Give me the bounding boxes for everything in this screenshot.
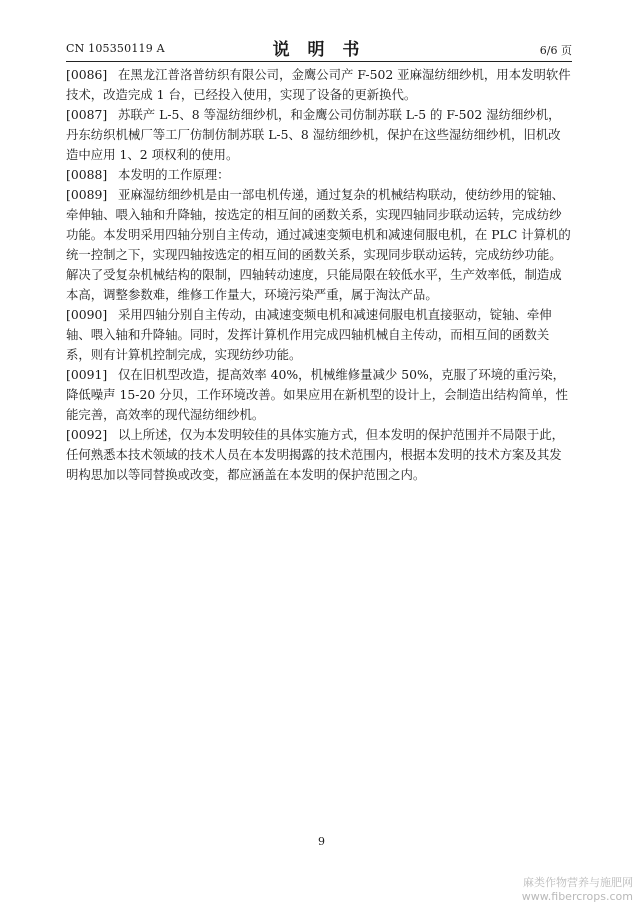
paragraph-number: [0089] [66,187,108,202]
paragraph-number: [0091] [66,367,108,382]
paragraph-0087 [66,105,572,165]
patent-number: CN 105350119 A [66,42,165,55]
paragraph-0086 [66,65,572,105]
paragraph-0090 [66,305,572,365]
paragraph-text: 采用四轴分别自主传动，由减速变频电机和减速伺服电机直接驱动，锭轴、牵伸轴、喂入轴和升降轴。同时，发挥计算机作用完成四轴机械自主传动，而相互间的函数关系，则有计算机控制完成，实现纺纱功能。 [66,307,552,362]
document-body [66,65,572,485]
paragraph-number: [0087] [66,107,108,122]
page-header [66,33,572,61]
paragraph-0091 [66,365,572,425]
paragraph-text: 在黑龙江普洛普纺织有限公司，金鹰公司产 F-502 亚麻湿纺细纱机，用本发明软件技术，改造完成 1 台，已经投入使用，实现了设备的更新换代。 [66,67,571,102]
page-indicator: 6/6 页 [539,44,572,57]
paragraph-0092 [66,425,572,485]
paragraph-text: 本发明的工作原理： [118,167,230,182]
page-number: 9 [318,835,325,848]
paragraph-text: 以上所述，仅为本发明较佳的具体实施方式，但本发明的保护范围并不局限于此，任何熟悉本技术领域的技术人员在本发明揭露的技术范围内，根据本发明的技术方案及其发明构思加以等同替换或改变，都应涵盖在本发明的保护范围之内。 [66,427,565,482]
paragraph-0088 [66,165,572,185]
paragraph-0089 [66,185,572,305]
paragraph-number: [0090] [66,307,108,322]
watermark-site-name: 麻类作物营养与施肥网 [523,876,633,889]
header-divider [66,61,572,62]
watermark [522,876,633,904]
paragraph-number: [0086] [66,67,108,82]
paragraph-text: 亚麻湿纺细纱机是由一部电机传递，通过复杂的机械结构联动，使纺纱用的锭轴、牵伸轴、喂入轴和升降轴，按选定的相互间的函数关系，实现四轴同步联动运转，完成纺纱功能。本发明采用四轴分别自主传动，通过减速变频电机和减速伺服电机，在 PLC 计算机的统一控制之下，实现四轴按选定的相互间的函数关系，实现同步联动运转，完成纺纱功能。解决了受复杂机械结构的限制，四轴转动速度，只能局限在较低水平，生产效率低，制造成本高，调整参数难，维修工作量大，环境污染严重，属于淘汰产品。 [66,187,571,302]
document-title: 说 明 书 [272,40,366,60]
paragraph-number: [0092] [66,427,108,442]
paragraph-text: 苏联产 L-5、8 等湿纺细纱机，和金鹰公司仿制苏联 L-5 的 F-502 湿纺细纱机，丹东纺织机械厂等工厂仿制仿制苏联 L-5、8 湿纺细纱机，保护在这些湿纺细纱机，旧机改造中应用 1、2 项权利的使用。 [66,107,561,162]
watermark-url: www.fibercrops.com [521,890,633,903]
paragraph-text: 仅在旧机型改造，提高效率 40%，机械维修量减少 50%，克服了环境的重污染，降低噪声 15-20 分贝，工作环境改善。如果应用在新机型的设计上，会制造出结构简单，性能完善，高效率的现代湿纺细纱机。 [66,367,569,422]
paragraph-number: [0088] [66,167,108,182]
